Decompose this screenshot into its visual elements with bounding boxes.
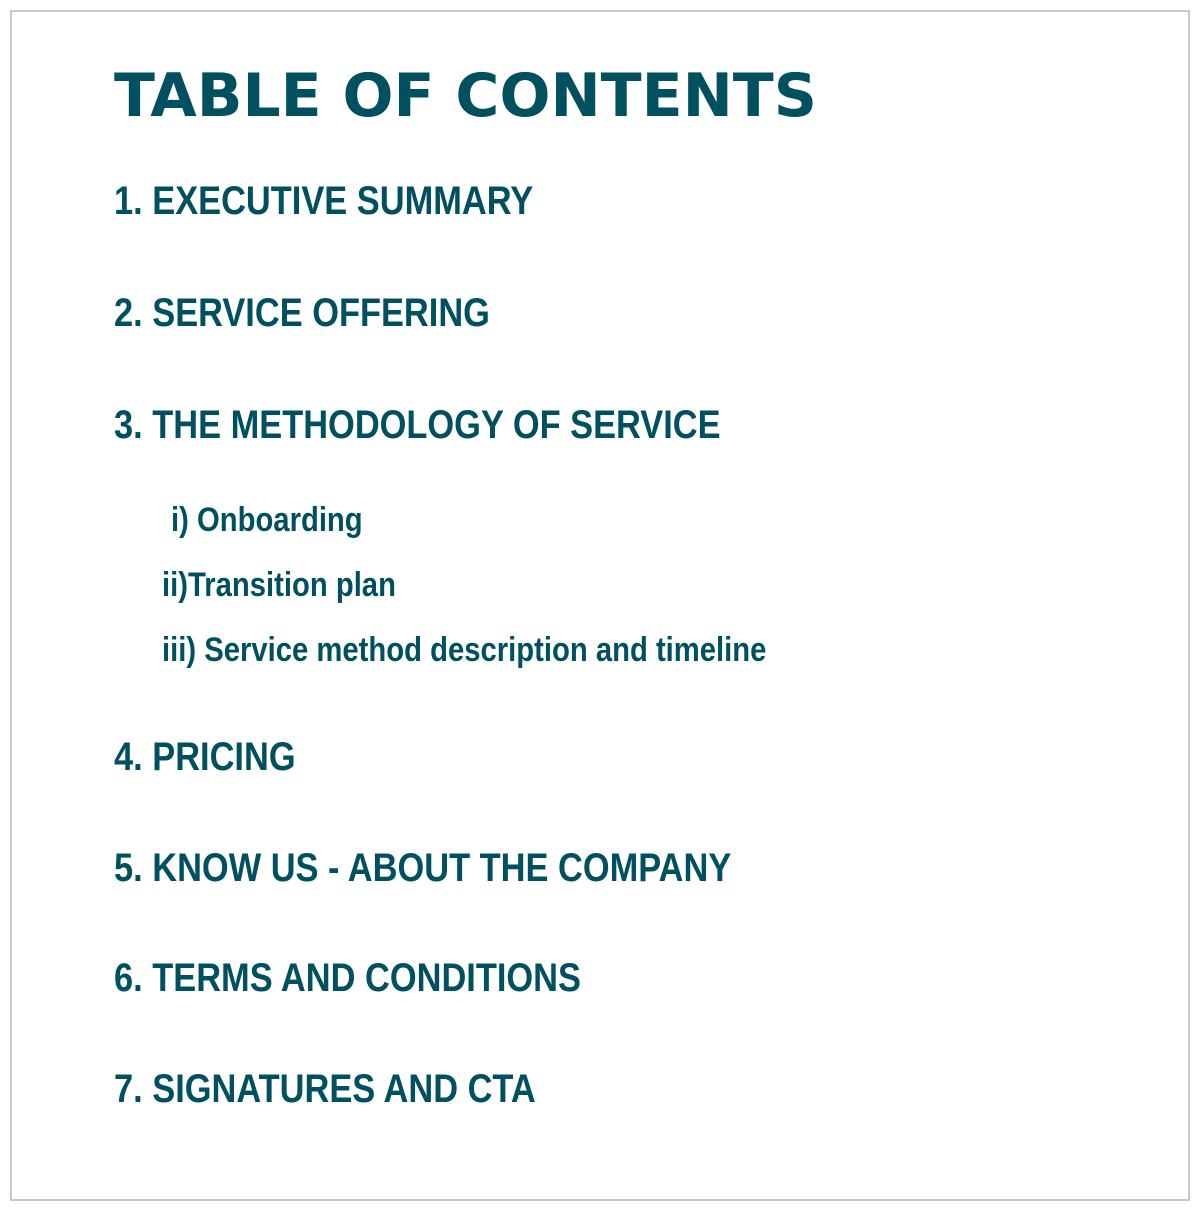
toc-subentry-onboarding[interactable]: i) Onboarding	[171, 501, 363, 539]
toc-entry-about-the-company[interactable]: 5. KNOW US - ABOUT THE COMPANY	[114, 846, 732, 890]
toc-entry-service-offering[interactable]: 2. SERVICE OFFERING	[114, 291, 490, 335]
toc-entry-executive-summary[interactable]: 1. EXECUTIVE SUMMARY	[114, 179, 534, 223]
toc-subentry-service-method-description[interactable]: iii) Service method description and timeline	[162, 631, 767, 669]
toc-entry-pricing[interactable]: 4. PRICING	[114, 735, 296, 779]
toc-subentry-transition-plan[interactable]: ii)Transition plan	[162, 566, 396, 604]
toc-entry-terms-and-conditions[interactable]: 6. TERMS AND CONDITIONS	[114, 956, 581, 1000]
toc-entry-signatures-and-cta[interactable]: 7. SIGNATURES AND CTA	[114, 1067, 536, 1111]
page-title: TABLE OF CONTENTS	[114, 61, 817, 131]
toc-entry-methodology-of-service[interactable]: 3. THE METHODOLOGY OF SERVICE	[114, 403, 721, 447]
